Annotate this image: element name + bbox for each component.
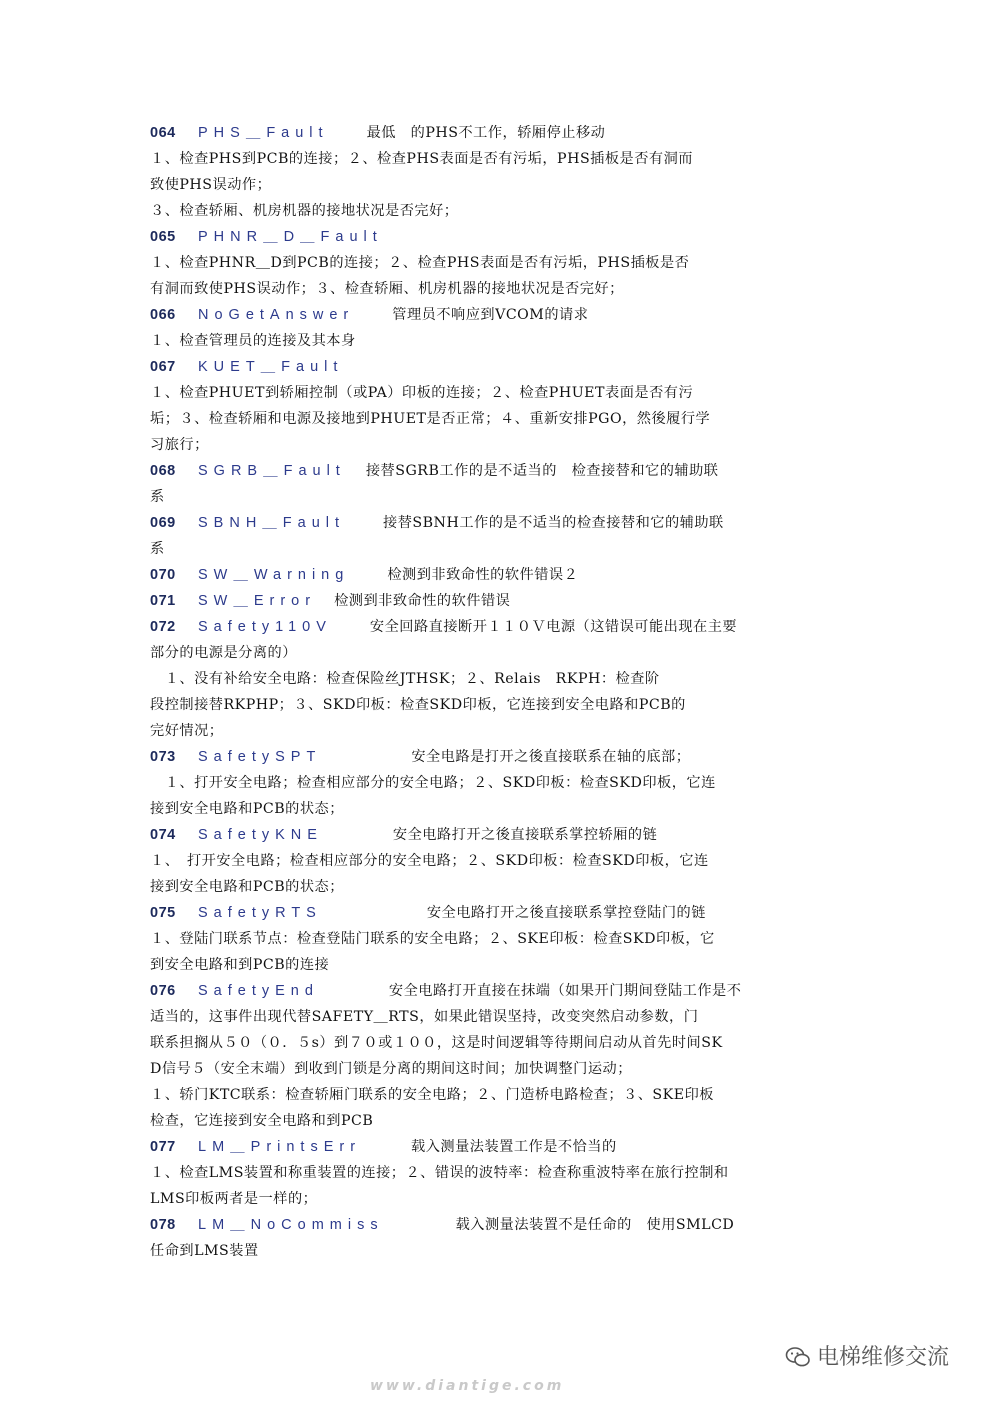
entry-heading <box>150 354 850 380</box>
check-step-line: ３、检查轿厢、机房机器的接地状况是否完好； <box>150 203 459 219</box>
check-step-line: １、没有补给安全电路：检查保险丝JTHSK；２、Relais RKPH：检查阶 <box>150 671 660 687</box>
entry-heading <box>150 978 850 1004</box>
entry-heading <box>150 224 850 250</box>
error-name: SafetyKNE <box>198 827 323 843</box>
error-entry <box>150 562 850 588</box>
check-step-line: D信号５（安全末端）到收到门锁是分离的期间这时间；加快调整门运动； <box>150 1061 632 1077</box>
wechat-icon <box>785 1346 811 1368</box>
entry-heading <box>150 302 850 328</box>
error-name: LM＿PrintsErr <box>198 1139 362 1155</box>
document-body <box>150 120 850 1264</box>
error-description: 安全回路直接断开１１０Ｖ电源（这错误可能出现在主要 <box>369 619 738 635</box>
error-code: 076 <box>150 983 176 999</box>
error-code: 071 <box>150 593 176 609</box>
error-code: 069 <box>150 515 176 531</box>
error-code: 068 <box>150 463 176 479</box>
error-entry <box>150 458 850 510</box>
entry-heading <box>150 1212 850 1238</box>
error-code: 072 <box>150 619 176 635</box>
check-step-line: １、 打开安全电路；检查相应部分的安全电路；２、SKD印板：检查SKD印板，它连 <box>150 853 709 869</box>
error-entry <box>150 614 850 744</box>
error-code: 074 <box>150 827 176 843</box>
entry-heading <box>150 1134 850 1160</box>
entry-heading <box>150 120 850 146</box>
watermark <box>785 1340 949 1371</box>
check-step-line: 接到安全电路和PCB的状态； <box>150 801 344 817</box>
error-entry <box>150 510 850 562</box>
check-step-line: １、轿门KTC联系：检查轿厢门联系的安全电路；２、门造桥电路检查；３、SKE印板 <box>150 1087 714 1103</box>
error-name: PHS＿Fault <box>198 125 329 141</box>
error-description: 安全电路打开之後直接联系掌控轿厢的链 <box>392 827 658 843</box>
error-description: 安全电路打开之後直接联系掌控登陆门的链 <box>426 905 706 921</box>
check-step-line: 完好情况； <box>150 723 224 739</box>
check-step-line: 系 <box>150 489 165 505</box>
error-entry <box>150 1212 850 1264</box>
error-name: SafetyRTS <box>198 905 322 921</box>
check-step-line: LMS印板两者是一样的； <box>150 1191 318 1207</box>
check-step-line: 联系担搁从５０（０．５s）到７０或１００，这是时间逻辑等待期间启动从首先时间SK <box>150 1035 723 1051</box>
error-name: SW＿Error <box>198 593 317 609</box>
entry-heading <box>150 614 850 640</box>
entry-heading <box>150 458 850 484</box>
error-description: 检测到非致命性的软件错误２ <box>387 567 579 583</box>
check-step-line: 系 <box>150 541 165 557</box>
entry-heading <box>150 744 850 770</box>
error-entry <box>150 1134 850 1212</box>
error-entry <box>150 588 850 614</box>
error-description: 管理员不响应到VCOM的请求 <box>392 307 589 323</box>
error-description: 安全电路是打开之後直接联系在轴的底部； <box>411 749 691 765</box>
check-step-line: 段控制接替RKPHP；３、SKD印板：检查SKD印板，它连接到安全电路和PCB的 <box>150 697 686 713</box>
error-name: PHNR＿D＿Fault <box>198 229 383 245</box>
watermark-text: 电梯维修交流 <box>817 1345 950 1370</box>
check-step-line: 致使PHS误动作； <box>150 177 272 193</box>
check-step-line: １、检查PHUET到轿厢控制（或PA）印板的连接；２、检查PHUET表面是否有污 <box>150 385 694 401</box>
error-name: SW＿Warning <box>198 567 350 583</box>
error-description: 接替SBNH工作的是不适当的检查接替和它的辅助联 <box>383 515 724 531</box>
error-name: NoGetAnswer <box>198 307 355 323</box>
check-step-line: 有洞而致使PHS误动作；３、检查轿厢、机房机器的接地状况是否完好； <box>150 281 624 297</box>
check-step-line: 习旅行； <box>150 437 209 453</box>
error-description: 载入测量法装置工作是不恰当的 <box>411 1139 617 1155</box>
error-description: 接替SGRB工作的是不适当的 检查接替和它的辅助联 <box>365 463 719 479</box>
check-step-line: 适当的，这事件出现代替SAFETY＿RTS，如果此错误坚持，改变突然启动参数，门 <box>150 1009 699 1025</box>
check-step-line: １、检查管理员的连接及其本身 <box>150 333 356 349</box>
error-name: KUET＿Fault <box>198 359 344 375</box>
check-step-line: 接到安全电路和PCB的状态； <box>150 879 344 895</box>
check-step-line: 部分的电源是分离的） <box>150 645 297 661</box>
check-step-line: 任命到LMS装置 <box>150 1243 259 1259</box>
entry-heading <box>150 588 850 614</box>
check-step-line: １、登陆门联系节点：检查登陆门联系的安全电路；２、SKE印板：检查SKD印板，它 <box>150 931 715 947</box>
entry-heading <box>150 900 850 926</box>
entry-heading <box>150 822 850 848</box>
error-name: SBNH＿Fault <box>198 515 346 531</box>
check-step-line: 检查，它连接到安全电路和到PCB <box>150 1113 374 1129</box>
error-description: 安全电路打开直接在抹端（如果开门期间登陆工作是不 <box>388 983 742 999</box>
error-name: LM＿NoCommiss <box>198 1217 384 1233</box>
error-entry <box>150 302 850 354</box>
error-entry <box>150 354 850 458</box>
error-name: SafetySPT <box>198 749 322 765</box>
error-entry <box>150 978 850 1134</box>
error-entry <box>150 744 850 822</box>
check-step-line: 垢；３、检查轿厢和电源及接地到PHUET是否正常；４、重新安排PGO，然後履行学 <box>150 411 711 427</box>
error-code: 067 <box>150 359 176 375</box>
error-code: 078 <box>150 1217 176 1233</box>
error-description: 最低 的PHS不工作，轿厢停止移动 <box>366 125 606 141</box>
check-step-line: １、打开安全电路；检查相应部分的安全电路；２、SKD印板：检查SKD印板，它连 <box>150 775 716 791</box>
error-code: 073 <box>150 749 176 765</box>
check-step-line: １、检查LMS装置和称重装置的连接；２、错误的波特率：检查称重波特率在旅行控制和 <box>150 1165 729 1181</box>
error-name: SafetyEnd <box>198 983 319 999</box>
error-entry <box>150 900 850 978</box>
error-code: 064 <box>150 125 176 141</box>
error-entry <box>150 822 850 900</box>
error-entry <box>150 120 850 224</box>
check-step-line: １、检查PHNR＿D到PCB的连接；２、检查PHS表面是否有污垢，PHS插板是否 <box>150 255 690 271</box>
error-code: 077 <box>150 1139 176 1155</box>
entry-heading <box>150 562 850 588</box>
error-name: SGRB＿Fault <box>198 463 346 479</box>
error-code: 070 <box>150 567 176 583</box>
site-url: www.diantige.com <box>370 1378 565 1394</box>
error-code: 066 <box>150 307 176 323</box>
error-name: Safety110V <box>198 619 332 635</box>
entry-heading <box>150 510 850 536</box>
error-description: 检测到非致命性的软件错误 <box>334 593 511 609</box>
error-description: 载入测量法装置不是任命的 使用SMLCD <box>455 1217 735 1233</box>
check-step-line: １、检查PHS到PCB的连接；２、检查PHS表面是否有污垢，PHS插板是否有洞而 <box>150 151 693 167</box>
error-code: 075 <box>150 905 176 921</box>
check-step-line: 到安全电路和到PCB的连接 <box>150 957 330 973</box>
error-code: 065 <box>150 229 176 245</box>
error-entry <box>150 224 850 302</box>
